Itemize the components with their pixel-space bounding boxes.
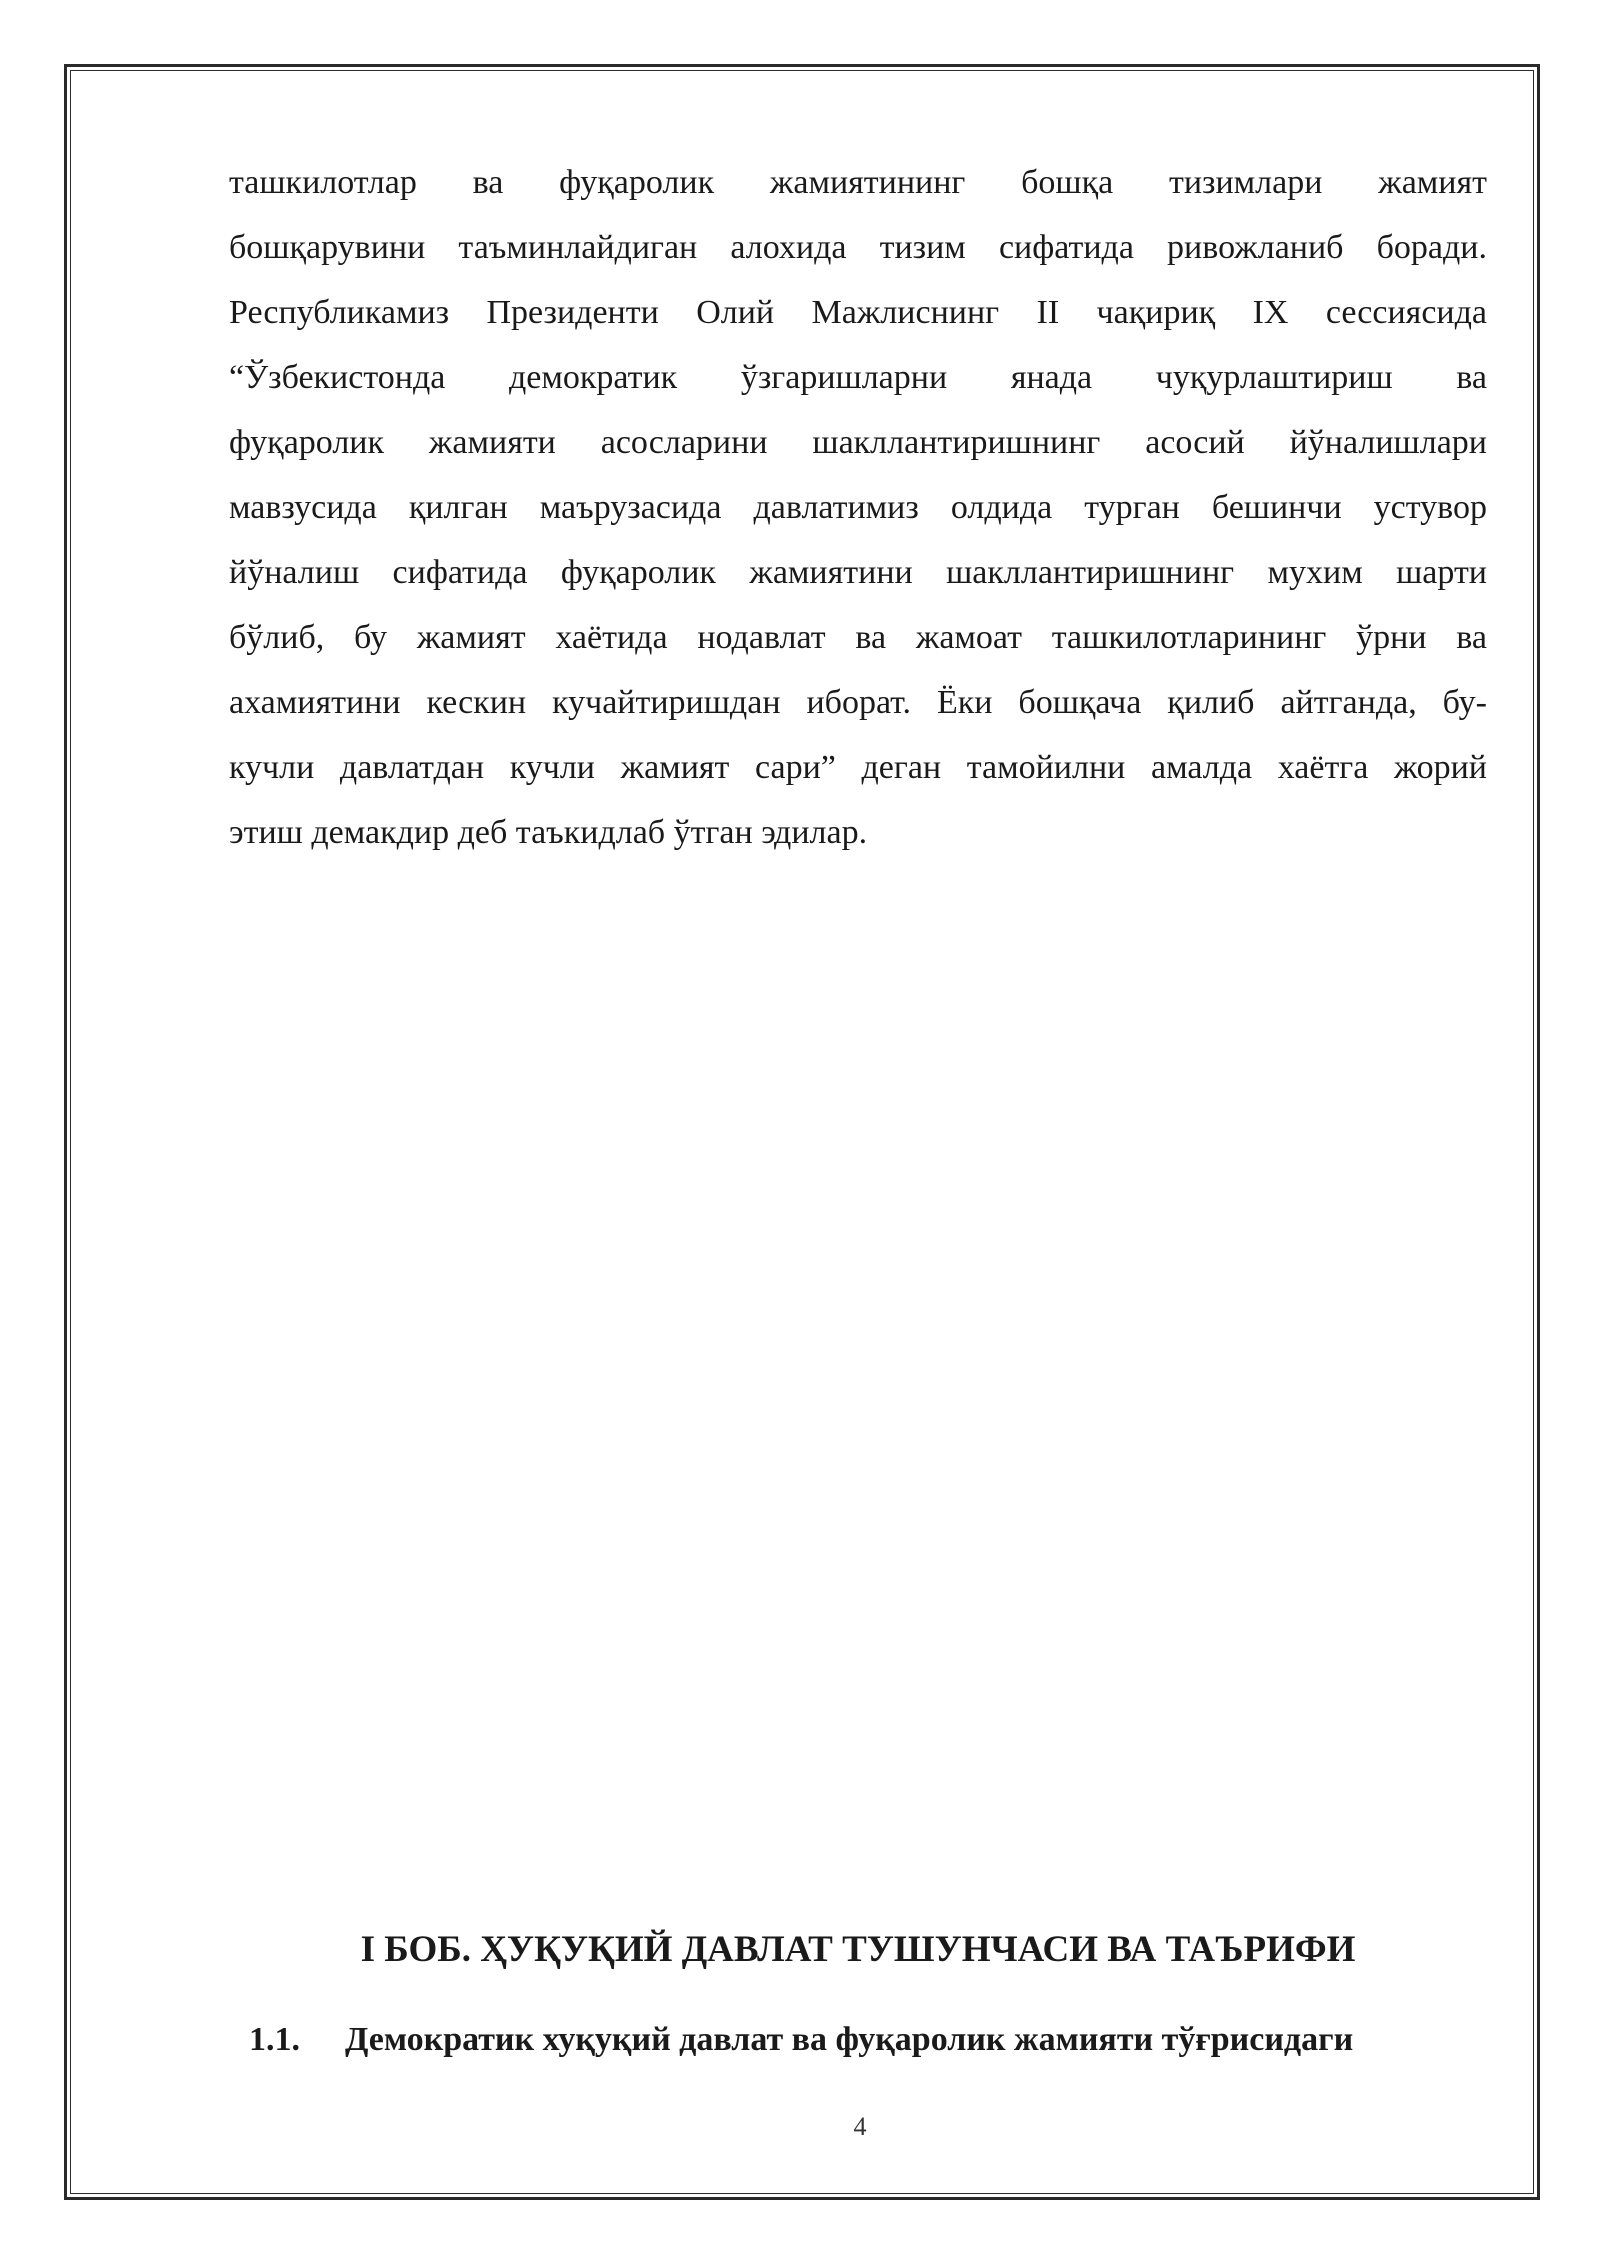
body-line: бўлиб, бу жамият хаётида нодавлат ва жамоат ташкилотларининг ўрни ва: [229, 619, 1487, 656]
body-line: мавзусида қилган маърузасида давлатимиз олдида турган бешинчи устувор: [229, 489, 1487, 526]
body-line: йўналиш сифатида фуқаролик жамиятини шакллантиришнинг мухим шарти: [229, 554, 1487, 591]
body-line: кучли давлатдан кучли жамият сари” деган тамойилни амалда хаётга жорий: [229, 749, 1487, 786]
body-line: бошқарувини таъминлайдиган алохида тизим сифатида ривожланиб боради.: [229, 229, 1487, 266]
chapter-heading: I БОБ. ҲУҚУҚИЙ ДАВЛАТ ТУШУНЧАСИ ВА ТАЪРИФИ: [360, 1929, 1356, 1970]
body-paragraph: [229, 150, 1487, 865]
body-line: Республикамиз Президенти Олий Мажлиснинг II чақириқ IX сессиясида: [229, 294, 1487, 331]
section-title: Демократик хуқуқий давлат ва фуқаролик жамияти тўғрисидаги: [345, 2021, 1354, 2058]
body-line: ташкилотлар ва фуқаролик жамиятининг бошқа тизимлари жамият: [229, 164, 1487, 201]
body-line: фуқаролик жамияти асосларини шакллантиришнинг асосий йўналишлари: [229, 424, 1487, 461]
page-number: 4: [853, 2112, 867, 2141]
body-line: “Ўзбекистонда демократик ўзгаришларни янада чуқурлаштириш ва: [229, 359, 1487, 396]
section-number: 1.1.: [249, 2021, 300, 2058]
section-heading: [249, 2014, 1489, 2066]
body-line: ахамиятини кескин кучайтиришдан иборат. Ёки бошқача қилиб айтганда, бу-: [229, 684, 1487, 721]
body-line: этиш демакдир деб таъкидлаб ўтган эдилар.: [229, 814, 868, 851]
